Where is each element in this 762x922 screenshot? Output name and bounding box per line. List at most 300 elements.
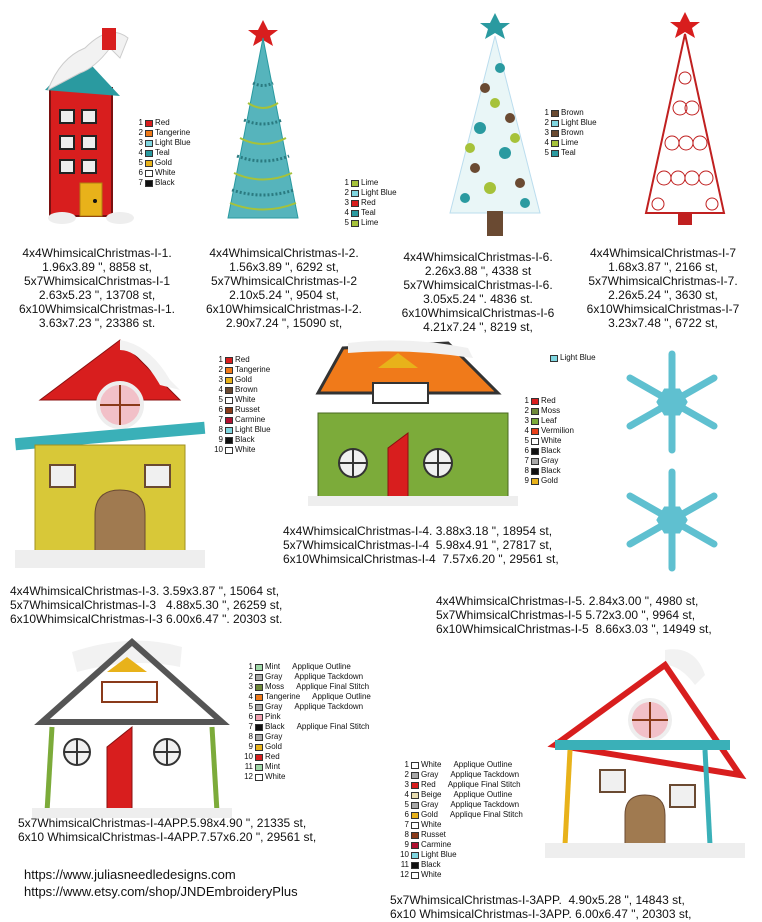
- legend-swatch: [225, 357, 233, 364]
- legend-swatch: [225, 407, 233, 414]
- color-legend-d3app: [400, 760, 523, 880]
- legend-number: 2: [248, 672, 253, 681]
- legend-swatch: [225, 427, 233, 434]
- size-line: 5x7WhimsicalChristmas-I-4APP.5.98x4.90 ", 21335 st,: [18, 816, 307, 830]
- legend-number: 2: [138, 128, 143, 137]
- legend-color-label: Tangerine: [235, 365, 271, 374]
- size-info-d1: [4, 246, 190, 330]
- legend-color-label: White: [421, 870, 442, 879]
- legend-number: 6: [524, 446, 529, 455]
- legend-number: 8: [524, 466, 529, 475]
- legend-row: [540, 108, 597, 118]
- website-links: [24, 866, 298, 900]
- legend-row: [400, 820, 523, 830]
- legend-row: [520, 436, 574, 446]
- legend-number: 7: [218, 415, 223, 424]
- legend-swatch: [255, 774, 263, 781]
- legend-swatch: [351, 190, 359, 197]
- legend-swatch: [411, 812, 419, 819]
- legend-row: [134, 158, 191, 168]
- legend-note: Applique Outline: [453, 760, 513, 769]
- size-line: 6x10WhimsicalChristmas-I-7: [586, 302, 740, 316]
- legend-row: [400, 840, 523, 850]
- legend-swatch: [255, 714, 263, 721]
- legend-color-label: Tangerine: [265, 692, 301, 701]
- snowflakes-design-image: [610, 350, 740, 570]
- size-info-d3: [10, 584, 282, 626]
- legend-color-label: Gray: [421, 800, 439, 809]
- legend-row: [520, 466, 574, 476]
- legend-row: [400, 780, 523, 790]
- legend-color-label: Red: [155, 118, 170, 127]
- legend-swatch: [225, 367, 233, 374]
- size-line: 2.63x5.23 ", 13708 st,: [38, 288, 156, 302]
- legend-number: 7: [524, 456, 529, 465]
- green-house-design-image: [298, 338, 528, 508]
- legend-color-label: Red: [361, 198, 376, 207]
- legend-color-label: Gold: [421, 810, 438, 819]
- legend-color-label: Teal: [361, 208, 376, 217]
- size-line: 5x7WhimsicalChristmas-I-2: [210, 274, 358, 288]
- size-line: 2.10x5.24 ", 9504 st,: [229, 288, 339, 302]
- legend-row: [244, 702, 371, 712]
- size-line: 4x4WhimsicalChristmas-I-4. 3.88x3.18 ", 18954 st,: [283, 524, 553, 538]
- legend-swatch: [255, 674, 263, 681]
- legend-swatch: [351, 210, 359, 217]
- legend-swatch: [550, 355, 558, 362]
- legend-number: 2: [218, 365, 223, 374]
- legend-swatch: [531, 448, 539, 455]
- legend-number: 5: [218, 395, 223, 404]
- size-line: 6x10WhimsicalChristmas-I-2.: [205, 302, 363, 316]
- legend-number: 4: [544, 138, 549, 147]
- size-line: 6x10WhimsicalChristmas-I-3 6.00x6.47 ". 20303 st.: [10, 612, 283, 626]
- legend-row: [244, 672, 371, 682]
- legend-note: Applique Final Stitch: [449, 810, 523, 819]
- legend-number: 8: [404, 830, 409, 839]
- legend-number: 3: [524, 416, 529, 425]
- legend-row: [520, 446, 574, 456]
- legend-color-label: Leaf: [541, 416, 557, 425]
- legend-row: [134, 168, 191, 178]
- legend-number: 9: [248, 742, 253, 751]
- legend-swatch: [531, 478, 539, 485]
- legend-row: [134, 138, 191, 148]
- legend-number: 4: [138, 148, 143, 157]
- legend-color-label: White: [155, 168, 176, 177]
- legend-row: [340, 208, 397, 218]
- size-line: 3.63x7.23 ", 23386 st.: [38, 316, 156, 330]
- legend-number: 2: [544, 118, 549, 127]
- legend-swatch: [225, 417, 233, 424]
- legend-swatch: [255, 664, 263, 671]
- size-line: 1.96x3.89 ", 8858 st,: [42, 260, 152, 274]
- legend-color-label: Lime: [361, 178, 379, 187]
- legend-color-label: Light Blue: [421, 850, 457, 859]
- size-info-d4app: [18, 816, 316, 844]
- legend-color-label: Black: [421, 860, 441, 869]
- legend-swatch: [411, 782, 419, 789]
- legend-number: 9: [218, 435, 223, 444]
- size-info-d6: [388, 250, 568, 334]
- legend-color-label: Brown: [561, 108, 584, 117]
- legend-color-label: Vermilion: [541, 426, 574, 435]
- size-line: 4x4WhimsicalChristmas-I-1.: [22, 246, 172, 260]
- legend-row: [214, 365, 271, 375]
- legend-number: 1: [218, 355, 223, 364]
- legend-color-label: Beige: [421, 790, 442, 799]
- legend-note: Applique Final Stitch: [296, 682, 370, 691]
- legend-color-label: Brown: [561, 128, 584, 137]
- legend-row: [340, 198, 397, 208]
- legend-color-label: Gold: [265, 742, 282, 751]
- color-legend-d6: [540, 108, 597, 158]
- legend-color-label: Black: [235, 435, 255, 444]
- legend-row: [520, 396, 574, 406]
- legend-number: 5: [344, 218, 349, 227]
- legend-row: [244, 722, 371, 732]
- legend-color-label: Russet: [421, 830, 446, 839]
- legend-swatch: [531, 438, 539, 445]
- size-info-d4: [283, 524, 559, 566]
- legend-number: 8: [218, 425, 223, 434]
- legend-number: 11: [244, 762, 253, 771]
- legend-color-label: Gray: [265, 702, 283, 711]
- size-line: 6x10WhimsicalChristmas-I-4 7.57x6.20 ", 29561 st,: [283, 552, 559, 566]
- legend-color-label: Gold: [541, 476, 558, 485]
- legend-swatch: [411, 762, 419, 769]
- size-line: 4x4WhimsicalChristmas-I-5. 2.84x3.00 ", 4980 st,: [436, 594, 699, 608]
- legend-color-label: Gold: [155, 158, 172, 167]
- legend-color-label: White: [235, 445, 256, 454]
- legend-number: 3: [248, 682, 253, 691]
- legend-swatch: [145, 150, 153, 157]
- legend-number: 5: [524, 436, 529, 445]
- legend-swatch: [225, 447, 233, 454]
- legend-row: [244, 712, 371, 722]
- legend-swatch: [225, 437, 233, 444]
- legend-swatch: [255, 704, 263, 711]
- legend-row: [244, 762, 371, 772]
- legend-row: [520, 426, 574, 436]
- legend-row: [214, 445, 271, 455]
- legend-note: Applique Tackdown: [450, 770, 520, 779]
- legend-swatch: [225, 377, 233, 384]
- legend-color-label: Tangerine: [155, 128, 191, 137]
- legend-number: 2: [344, 188, 349, 197]
- legend-row: [400, 830, 523, 840]
- legend-color-label: Gray: [541, 456, 559, 465]
- color-legend-d2: [340, 178, 397, 228]
- size-info-d5: [436, 594, 712, 636]
- legend-swatch: [531, 428, 539, 435]
- applique-house-3-design-image: [545, 645, 745, 875]
- legend-number: 12: [244, 772, 253, 781]
- legend-color-label: Teal: [155, 148, 170, 157]
- color-legend-d4: [520, 396, 574, 486]
- legend-row: [214, 375, 271, 385]
- legend-swatch: [531, 458, 539, 465]
- legend-color-label: Light Blue: [155, 138, 191, 147]
- teal-tree-design-image: [218, 8, 308, 238]
- legend-color-label: Teal: [561, 148, 576, 157]
- legend-number: 6: [138, 168, 143, 177]
- legend-row: [134, 178, 191, 188]
- legend-row: [244, 772, 371, 782]
- legend-swatch: [145, 180, 153, 187]
- legend-row: [340, 178, 397, 188]
- legend-number: 5: [404, 800, 409, 809]
- legend-number: 1: [524, 396, 529, 405]
- legend-swatch: [551, 110, 559, 117]
- legend-row: [134, 128, 191, 138]
- legend-number: 4: [248, 692, 253, 701]
- legend-number: 7: [248, 722, 253, 731]
- legend-color-label: Lime: [561, 138, 579, 147]
- legend-row: [540, 148, 597, 158]
- legend-row: [214, 435, 271, 445]
- legend-swatch: [411, 872, 419, 879]
- size-info-d7: [570, 246, 756, 330]
- legend-color-label: Red: [541, 396, 556, 405]
- legend-swatch: [411, 852, 419, 859]
- legend-row: [520, 476, 574, 486]
- size-line: 4x4WhimsicalChristmas-I-6.: [403, 250, 553, 264]
- legend-color-label: Red: [235, 355, 250, 364]
- legend-number: 3: [404, 780, 409, 789]
- size-line: 5x7WhimsicalChristmas-I-4 5.98x4.91 ", 27817 st,: [283, 538, 553, 552]
- legend-number: 4: [344, 208, 349, 217]
- legend-row: [244, 692, 371, 702]
- legend-swatch: [145, 140, 153, 147]
- legend-color-label: Gray: [265, 672, 283, 681]
- size-line: 4x4WhimsicalChristmas-I-7: [589, 246, 737, 260]
- legend-swatch: [225, 397, 233, 404]
- size-line: 6x10WhimsicalChristmas-I-6: [401, 306, 555, 320]
- legend-note: Applique Outline: [453, 790, 513, 799]
- legend-number: 12: [400, 870, 409, 879]
- legend-swatch: [551, 130, 559, 137]
- legend-swatch: [531, 398, 539, 405]
- color-legend-d3: [214, 355, 271, 455]
- size-line: 5x7WhimsicalChristmas-I-6.: [403, 278, 553, 292]
- legend-swatch: [145, 170, 153, 177]
- legend-swatch: [551, 140, 559, 147]
- legend-color-label: Moss: [265, 682, 285, 691]
- legend-color-label: Russet: [235, 405, 260, 414]
- legend-swatch: [145, 130, 153, 137]
- legend-row: [134, 118, 191, 128]
- legend-row: [340, 188, 397, 198]
- legend-row: [214, 415, 271, 425]
- size-line: 2.90x7.24 ", 15090 st,: [225, 316, 343, 330]
- color-legend-d4app: [244, 662, 371, 782]
- legend-color-label: White: [235, 395, 256, 404]
- legend-row: [214, 355, 271, 365]
- size-line: 6x10WhimsicalChristmas-I-5 8.66x3.03 ", 14949 st,: [436, 622, 712, 636]
- legend-color-label: Gold: [235, 375, 252, 384]
- size-line: 4x4WhimsicalChristmas-I-2.: [209, 246, 359, 260]
- size-line: 3.23x7.48 ", 6722 st,: [608, 316, 718, 330]
- size-line: 2.26x3.88 ", 4338 st: [424, 264, 532, 278]
- legend-swatch: [411, 772, 419, 779]
- legend-color-label: White: [541, 436, 562, 445]
- legend-number: 6: [248, 712, 253, 721]
- size-info-d2: [196, 246, 372, 330]
- size-line: 5x7WhimsicalChristmas-I-1: [23, 274, 171, 288]
- legend-row: [520, 416, 574, 426]
- legend-swatch: [351, 180, 359, 187]
- legend-row: [400, 790, 523, 800]
- legend-row: [244, 742, 371, 752]
- legend-swatch: [411, 862, 419, 869]
- red-tree-design-image: [640, 8, 730, 238]
- legend-swatch: [255, 764, 263, 771]
- legend-row: [520, 406, 574, 416]
- legend-color-label: Carmine: [421, 840, 452, 849]
- legend-swatch: [551, 120, 559, 127]
- legend-number: 1: [138, 118, 143, 127]
- legend-swatch: [255, 724, 263, 731]
- legend-number: 5: [138, 158, 143, 167]
- legend-row: [400, 860, 523, 870]
- legend-row: [340, 218, 397, 228]
- legend-swatch: [225, 387, 233, 394]
- legend-number: 5: [544, 148, 549, 157]
- legend-number: 1: [344, 178, 349, 187]
- legend-note: Applique Outline: [292, 662, 351, 671]
- legend-note: Applique Tackdown: [294, 702, 364, 711]
- legend-row: [244, 732, 371, 742]
- size-line: 5x7WhimsicalChristmas-I-7.: [588, 274, 738, 288]
- legend-number: 2: [404, 770, 409, 779]
- legend-note: Applique Final Stitch: [296, 722, 370, 731]
- legend-color-label: Light Blue: [361, 188, 397, 197]
- legend-row: [540, 128, 597, 138]
- legend-row: [244, 752, 371, 762]
- legend-swatch: [531, 408, 539, 415]
- legend-color-label: Mint: [265, 662, 281, 671]
- legend-color-label: Light Blue: [235, 425, 271, 434]
- legend-swatch: [255, 694, 263, 701]
- legend-number: 11: [400, 860, 409, 869]
- legend-number: 6: [218, 405, 223, 414]
- legend-color-label: Black: [155, 178, 175, 187]
- legend-number: 7: [138, 178, 143, 187]
- legend-swatch: [255, 744, 263, 751]
- size-info-d3app: [390, 893, 692, 921]
- legend-note: Applique Outline: [312, 692, 371, 701]
- legend-swatch: [411, 842, 419, 849]
- legend-swatch: [351, 200, 359, 207]
- legend-row: [214, 405, 271, 415]
- legend-row: [214, 385, 271, 395]
- legend-row: [400, 770, 523, 780]
- legend-swatch: [411, 792, 419, 799]
- legend-number: 8: [248, 732, 253, 741]
- legend-number: 10: [400, 850, 409, 859]
- legend-row: [244, 662, 371, 672]
- size-line: 4.21x7.24 ", 8219 st,: [423, 320, 533, 334]
- legend-number: 10: [244, 752, 253, 761]
- color-legend-d1: [134, 118, 191, 188]
- legend-number: 1: [544, 108, 549, 117]
- legend-note: Applique Tackdown: [294, 672, 364, 681]
- legend-swatch: [531, 468, 539, 475]
- legend-number: 2: [524, 406, 529, 415]
- website-link[interactable]: https://www.juliasneedledesigns.com: [24, 867, 236, 882]
- legend-number: 4: [404, 790, 409, 799]
- legend-number: 10: [214, 445, 223, 454]
- legend-color-label: Light Blue: [561, 118, 597, 127]
- legend-swatch: [411, 832, 419, 839]
- legend-number: 7: [404, 820, 409, 829]
- legend-row: [540, 138, 597, 148]
- size-line: 5x7WhimsicalChristmas-I-3 4.88x5.30 ", 26259 st,: [10, 598, 283, 612]
- legend-row: [400, 850, 523, 860]
- legend-swatch: [351, 220, 359, 227]
- legend-row: [134, 148, 191, 158]
- legend-swatch: [551, 150, 559, 157]
- legend-swatch: [255, 684, 263, 691]
- legend-note: Applique Final Stitch: [447, 780, 521, 789]
- legend-row: [400, 870, 523, 880]
- legend-number: 4: [218, 385, 223, 394]
- legend-color-label: Pink: [265, 712, 281, 721]
- size-line: 3.05x5.24 ". 4836 st.: [423, 292, 533, 306]
- legend-color-label: Lime: [361, 218, 379, 227]
- size-line: 4x4WhimsicalChristmas-I-3. 3.59x3.87 ", 15064 st,: [10, 584, 280, 598]
- legend-color-label: Moss: [541, 406, 561, 415]
- legend-color-label: Brown: [235, 385, 258, 394]
- legend-color-label: Gray: [265, 732, 283, 741]
- legend-number: 3: [344, 198, 349, 207]
- legend-swatch: [145, 120, 153, 127]
- legend-row: [214, 395, 271, 405]
- legend-number: 3: [138, 138, 143, 147]
- legend-row: [214, 425, 271, 435]
- legend-swatch: [255, 754, 263, 761]
- legend-color-label: Gray: [421, 770, 439, 779]
- legend-color-label: Black: [541, 466, 561, 475]
- star-tree-design-image: [440, 8, 550, 248]
- legend-row: [520, 456, 574, 466]
- legend-row: [400, 800, 523, 810]
- legend-color-label: White: [421, 760, 442, 769]
- legend-color-label: Red: [421, 780, 436, 789]
- etsy-shop-link[interactable]: https://www.etsy.com/shop/JNDEmbroideryPlus: [24, 884, 298, 899]
- size-line: 6x10 WhimsicalChristmas-I-3APP. 6.00x6.47 ", 20303 st,: [390, 907, 692, 921]
- legend-number: 4: [524, 426, 529, 435]
- legend-color-label: White: [421, 820, 442, 829]
- size-line: 6x10WhimsicalChristmas-I-1.: [18, 302, 176, 316]
- legend-number: 1: [404, 760, 409, 769]
- legend-swatch: [411, 822, 419, 829]
- yellow-house-design-image: [10, 340, 210, 580]
- legend-number: 9: [404, 840, 409, 849]
- size-line: 2.26x5.24 ", 3630 st,: [608, 288, 718, 302]
- legend-number: 3: [218, 375, 223, 384]
- legend-row: [540, 118, 597, 128]
- size-line: 5x7WhimsicalChristmas-I-3APP. 4.90x5.28 ", 14843 st,: [390, 893, 685, 907]
- legend-color-label: Black: [265, 722, 285, 731]
- legend-color-label: Red: [265, 752, 280, 761]
- legend-color-label: Black: [541, 446, 561, 455]
- legend-number: 3: [544, 128, 549, 137]
- size-line: 1.56x3.89 ", 6292 st,: [229, 260, 339, 274]
- legend-swatch: [145, 160, 153, 167]
- legend-swatch: [255, 734, 263, 741]
